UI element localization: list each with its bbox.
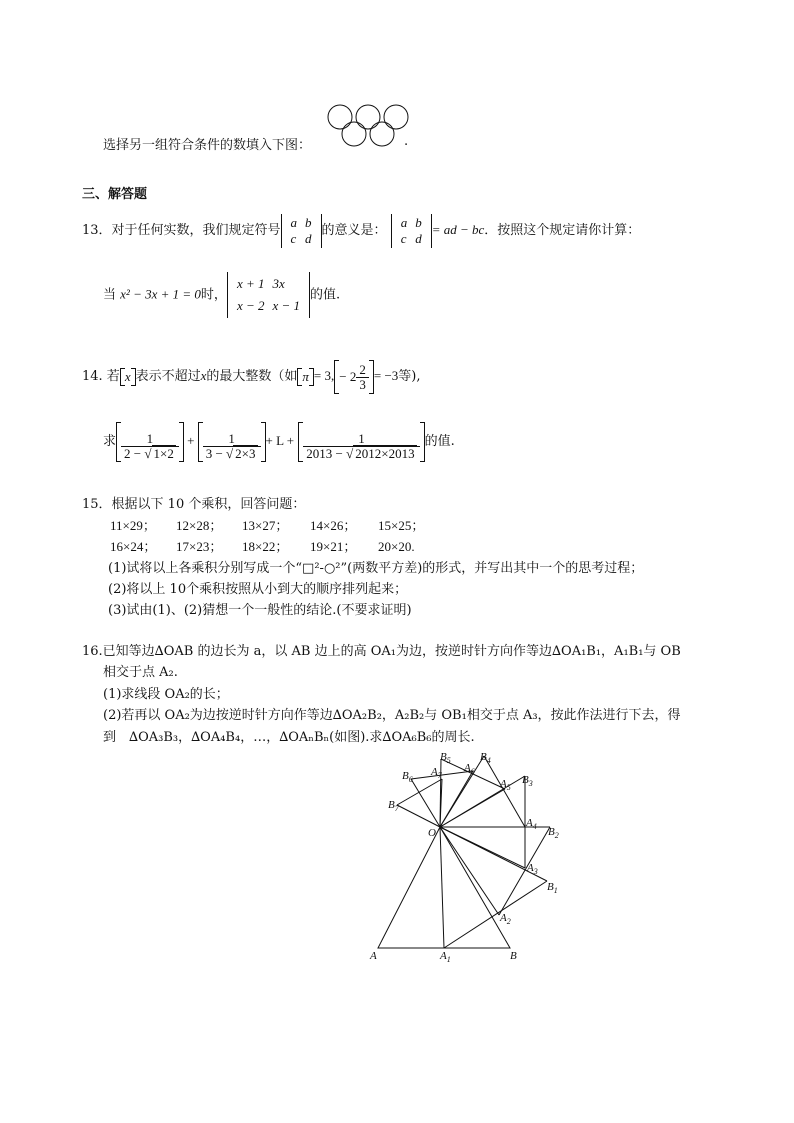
label-A4: $A_4$ xyxy=(526,817,537,831)
q16-part3: 到 ∆OA₃B₃，∆OA₄B₄，…，∆OAₙBₙ(如图).求∆OA₆B₆的周长. xyxy=(103,730,475,745)
label-B2: $B_2$ xyxy=(548,826,559,840)
intro-line: 选择另一组符合条件的数填入下图： xyxy=(103,138,312,153)
q16-part1: (1)求线段 OA₂的长； xyxy=(103,687,229,702)
floor-term-2: $\frac{1}{3 - √ 2\times 3}$ xyxy=(198,422,266,462)
q13-mid: 的意义是： xyxy=(321,223,387,238)
det-symbol: a b c d xyxy=(281,214,322,248)
label-B5: $B_5$ xyxy=(440,751,451,765)
label-B6: $B_6$ xyxy=(402,770,413,784)
floor-example: − 2 $\frac{2}{3}$ xyxy=(334,360,374,394)
q14-line2: 求 $\frac{1}{2 - √ 1\times 2}$ + $\frac{1}{3 - √ 2\times 3}$ + L + $\frac{1}{2013 - √ 2012\times 2013}$ 的值. xyxy=(103,418,455,465)
det-rhs: = ad − bc xyxy=(431,222,485,237)
q13-tail: ．按照这个规定请你计算： xyxy=(484,223,641,238)
q16-line1: 16.已知等边∆OAB 的边长为 a，以 AB 边上的高 OA₁为边，按逆时针方向作等边∆OA₁B₁，A₁B₁与 OB xyxy=(82,644,681,659)
q14-line1: 14. 若 x 表示不超过x的最大整数（如 π = 3, − 2 $\frac{2}{3}$ = −3等), xyxy=(82,358,421,395)
label-O: O xyxy=(428,827,436,839)
label-B3: $B_3$ xyxy=(522,774,533,788)
period-mark: . xyxy=(404,134,409,149)
q15-row2: 16×24； 17×23； 18×22； 19×21； 20×20. xyxy=(110,539,415,554)
label-A: A xyxy=(370,950,377,962)
det-compute: x + 1 3x x − 2 x − 1 xyxy=(227,272,310,318)
label-A3: $A_3$ xyxy=(527,862,538,876)
q13-lead: 13．对于任何实数，我们规定符号 xyxy=(82,223,281,238)
quadratic-equation: x² − 3x + 1 = 0 xyxy=(120,286,201,302)
label-B1: $B_1$ xyxy=(547,881,558,895)
section-title: 三、解答题 xyxy=(82,187,148,202)
floor-term-1: $\frac{1}{2 - √ 1\times 2}$ xyxy=(116,422,184,462)
q15-part3: (3)试由(1)、(2)猜想一个一般性的结论.(不要求证明) xyxy=(108,603,412,618)
q15-lead: 15．根据以下 10 个乘积，回答问题： xyxy=(82,497,306,512)
q15-part1: (1)试将以上各乘积分别写成一个“□²-○²”(两数平方差)的形式，并写出其中一个的思考过程； xyxy=(108,561,644,576)
q15-row1: 11×29； 12×28； 13×27； 14×26； 15×25； xyxy=(110,518,425,533)
floor-term-3: $\frac{1}{2013 - √ 2012\times 2013}$ xyxy=(298,422,424,462)
triangle-spiral-figure xyxy=(360,745,590,970)
q16-line2: 相交于点 A₂. xyxy=(103,665,178,680)
olympic-rings-figure xyxy=(324,103,412,149)
label-B4: $B_4$ xyxy=(480,751,491,765)
floor-pi: π xyxy=(297,368,314,386)
label-A2: $A_2$ xyxy=(500,912,511,926)
q15-part2: (2)将以上 10个乘积按照从小到大的顺序排列起来； xyxy=(108,582,408,597)
q13-line2: 当 x² − 3x + 1 = 0时， x + 1 3x x − 2 x − 1 的值. xyxy=(103,272,340,318)
floor-x: x xyxy=(120,368,136,386)
label-A6: $A_6$ xyxy=(464,762,475,776)
det-definition: a b c d xyxy=(391,214,432,248)
label-A5: $A_5$ xyxy=(500,778,511,792)
label-B: B xyxy=(510,950,517,962)
q13-line1 xyxy=(82,210,640,251)
label-A7: $A_7$ xyxy=(431,766,442,780)
q16-part2: (2)若再以 OA₂为边按逆时针方向作等边∆OA₂B₂，A₂B₂与 OB₁相交于点 A₃，按此作法进行下去，得 xyxy=(103,708,681,723)
label-B7: $B_7$ xyxy=(388,799,399,813)
label-A1: $A_1$ xyxy=(440,950,451,964)
